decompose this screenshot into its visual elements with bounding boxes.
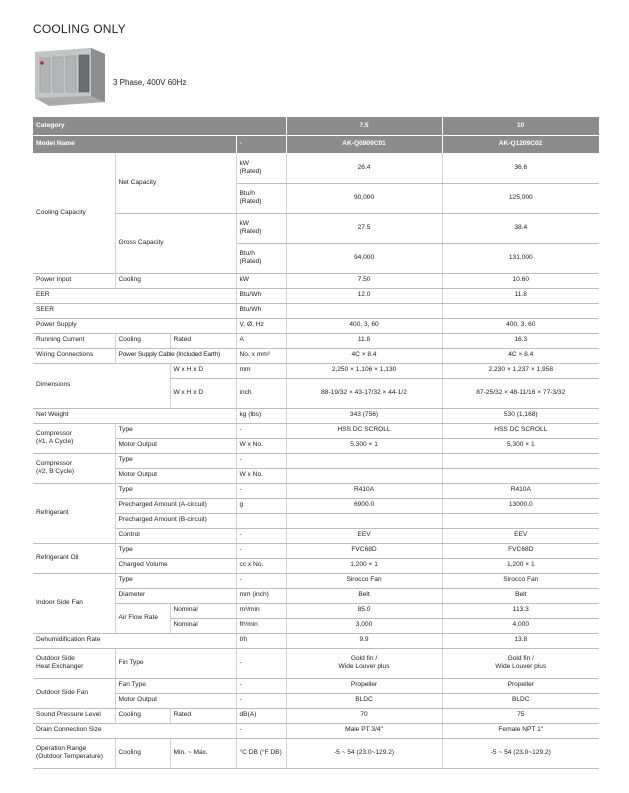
- unit-cell: inch: [236, 378, 286, 408]
- value-cell: 4,000: [442, 618, 599, 633]
- model-unit: -: [236, 135, 286, 153]
- sub-label: Min. ~ Max.: [170, 738, 236, 768]
- table-row: [33, 573, 599, 588]
- value-cell: 13000.0: [442, 498, 599, 513]
- value-cell: Gold fin / Wide Louver plus: [286, 648, 442, 678]
- value-cell: HSS DC SCROLL: [286, 423, 442, 438]
- row-label: Dehumidification Rate: [33, 633, 236, 648]
- value-cell: FVC68D: [442, 543, 599, 558]
- value-cell: 88-19/32 × 43-17/32 × 44-1/2: [286, 378, 442, 408]
- value-cell: [286, 468, 442, 483]
- sub-label: Diameter: [115, 588, 236, 603]
- value-cell: 87-25/32 × 48-11/16 × 77-3/32: [442, 378, 599, 408]
- value-cell: 13.8: [442, 633, 599, 648]
- model-2: AK-Q1209C02: [442, 135, 599, 153]
- table-row: [33, 273, 599, 288]
- value-cell: Gold fin / Wide Louver plus: [442, 648, 599, 678]
- value-cell: 400, 3, 60: [442, 318, 599, 333]
- unit-cell: No. x mm²: [236, 348, 286, 363]
- unit-cell: m³/min: [236, 603, 286, 618]
- unit-cell: °C DB (°F DB): [236, 738, 286, 768]
- unit-cell: V, Ø, Hz: [236, 318, 286, 333]
- sub-label: Cooling: [115, 333, 170, 348]
- sub-label: Type: [115, 483, 236, 498]
- value-cell: 26.4: [286, 153, 442, 183]
- table-row: [33, 738, 599, 768]
- sub-label: Type: [115, 453, 236, 468]
- unit-cell: -: [236, 648, 286, 678]
- value-cell: [442, 513, 599, 528]
- unit-cell: Btu/Wh: [236, 288, 286, 303]
- row-label: Outdoor Side Heat Exchanger: [33, 648, 115, 678]
- gross-capacity-label: Gross Capacity: [115, 213, 236, 273]
- value-cell: -5 ~ 54 (23.0~129.2): [286, 738, 442, 768]
- value-cell: [286, 303, 442, 318]
- sub-label: Type: [115, 423, 236, 438]
- value-cell: 4C × 8.4: [442, 348, 599, 363]
- value-cell: 36.6: [442, 153, 599, 183]
- value-cell: 131,000: [442, 243, 599, 273]
- value-cell: HSS DC SCROLL: [442, 423, 599, 438]
- unit-cell: ft³/min: [236, 618, 286, 633]
- unit-cell: -: [236, 423, 286, 438]
- table-row: [33, 438, 599, 453]
- unit-cell: W x No.: [236, 438, 286, 453]
- value-cell: 38.4: [442, 213, 599, 243]
- unit-cell: [236, 513, 286, 528]
- product-image: [33, 44, 107, 106]
- category-label: Category: [33, 117, 286, 135]
- row-label: Refrigerant: [33, 483, 115, 543]
- value-cell: 27.5: [286, 213, 442, 243]
- value-cell: 530 (1,168): [442, 408, 599, 423]
- value-cell: 10.60: [442, 273, 599, 288]
- value-cell: [442, 468, 599, 483]
- row-label: Sound Pressure Level: [33, 708, 115, 723]
- value-cell: FVC68D: [286, 543, 442, 558]
- row-label: Outdoor Side Fan: [33, 678, 115, 708]
- value-cell: 125,000: [442, 183, 599, 213]
- unit-cell: kg (lbs): [236, 408, 286, 423]
- sub-label: W x H x D: [170, 363, 236, 378]
- unit-cell: mm: [236, 363, 286, 378]
- value-cell: [442, 303, 599, 318]
- unit-cell: -: [236, 678, 286, 693]
- sub-label: Fan Type: [115, 678, 236, 693]
- value-cell: Male PT 3/4": [286, 723, 442, 738]
- value-cell: [286, 453, 442, 468]
- sub-label: Cooling: [115, 738, 170, 768]
- unit-cell: A: [236, 333, 286, 348]
- sub-label: Air Flow Rate: [115, 603, 170, 633]
- table-row: [33, 678, 599, 693]
- unit-cell: kW: [236, 273, 286, 288]
- value-cell: BLDC: [442, 693, 599, 708]
- sub-label: Nominal: [170, 603, 236, 618]
- unit-cell: -: [236, 483, 286, 498]
- value-cell: Propeller: [286, 678, 442, 693]
- sub-label: Cooling: [115, 708, 170, 723]
- value-cell: 94,000: [286, 243, 442, 273]
- unit-cell: cc x No.: [236, 558, 286, 573]
- unit-cell: Btu/Wh: [236, 303, 286, 318]
- table-row: [33, 543, 599, 558]
- sub-label: W x H x D: [170, 378, 236, 408]
- unit-cell: ℓ/h: [236, 633, 286, 648]
- table-row: [33, 693, 599, 708]
- sub-label: Type: [115, 573, 236, 588]
- value-cell: 2,250 × 1,106 × 1,130: [286, 363, 442, 378]
- table-row: [33, 528, 599, 543]
- table-row: [33, 408, 599, 423]
- unit-btu-rated: Btu/h (Rated): [236, 183, 286, 213]
- row-label: Drain Connection Size: [33, 723, 236, 738]
- value-cell: 4C × 8.4: [286, 348, 442, 363]
- table-row: [33, 483, 599, 498]
- header-row-model: [33, 135, 599, 153]
- value-cell: 6900.0: [286, 498, 442, 513]
- row-label: Wiring Connections: [33, 348, 115, 363]
- value-cell: Propeller: [442, 678, 599, 693]
- value-cell: 12.0: [286, 288, 442, 303]
- table-row: [33, 468, 599, 483]
- table-row: [33, 363, 599, 378]
- cooling-capacity-label: Cooling Capacity: [33, 153, 115, 273]
- capacity-7-5: 7.5: [286, 117, 442, 135]
- unit-kw-rated: kW (Rated): [236, 153, 286, 183]
- unit-btu-rated: Btu/h (Rated): [236, 243, 286, 273]
- value-cell: EEV: [286, 528, 442, 543]
- row-label: SEER: [33, 303, 236, 318]
- net-capacity-label: Net Capacity: [115, 153, 236, 213]
- row-label: EER: [33, 288, 236, 303]
- header-row-category: [33, 117, 599, 135]
- unit-cell: dB(A): [236, 708, 286, 723]
- sub-label: Fin Type: [115, 648, 236, 678]
- table-row: [33, 318, 599, 333]
- table-row: [33, 213, 599, 243]
- unit-cell: -: [236, 723, 286, 738]
- sub-label: Rated: [170, 333, 236, 348]
- row-label: Compressor (#1, A Cycle): [33, 423, 115, 453]
- row-label: Power Input: [33, 273, 115, 288]
- unit-cell: g: [236, 498, 286, 513]
- row-label: Power Supply: [33, 318, 236, 333]
- value-cell: R410A: [286, 483, 442, 498]
- sub-label: Charged Volume: [115, 558, 236, 573]
- value-cell: Belt: [442, 588, 599, 603]
- value-cell: Belt: [286, 588, 442, 603]
- sub-label: Precharged Amount (B-circuit): [115, 513, 236, 528]
- value-cell: [286, 513, 442, 528]
- table-row: [33, 333, 599, 348]
- unit-cell: W x No.: [236, 468, 286, 483]
- unit-cell: -: [236, 528, 286, 543]
- value-cell: Sirocco Fan: [286, 573, 442, 588]
- sub-label: Precharged Amount (A-circuit): [115, 498, 236, 513]
- sub-label: Motor Output: [115, 468, 236, 483]
- value-cell: 113.3: [442, 603, 599, 618]
- value-cell: 75: [442, 708, 599, 723]
- row-label: Compressor (#2, B Cycle): [33, 453, 115, 483]
- table-row: [33, 513, 599, 528]
- page-title: COOLING ONLY: [33, 22, 126, 36]
- row-label: Indoor Side Fan: [33, 573, 115, 633]
- sub-label: Motor Output: [115, 693, 236, 708]
- row-label: Net Weight: [33, 408, 236, 423]
- value-cell: 1,200 × 1: [286, 558, 442, 573]
- sub-label: Rated: [170, 708, 236, 723]
- unit-kw-rated: kW (Rated): [236, 213, 286, 243]
- table-row: [33, 588, 599, 603]
- value-cell: 1,200 × 1: [442, 558, 599, 573]
- unit-cell: -: [236, 543, 286, 558]
- value-cell: 5,300 × 1: [286, 438, 442, 453]
- table-row: [33, 153, 599, 183]
- sub-label: Type: [115, 543, 236, 558]
- value-cell: 85.0: [286, 603, 442, 618]
- value-cell: R410A: [442, 483, 599, 498]
- value-cell: 7.50: [286, 273, 442, 288]
- spec-table: [33, 117, 600, 769]
- table-row: [33, 498, 599, 513]
- table-row: [33, 648, 599, 678]
- table-row: [33, 558, 599, 573]
- table-row: [33, 453, 599, 468]
- unit-cell: mm (inch): [236, 588, 286, 603]
- sub-label: Nominal: [170, 618, 236, 633]
- capacity-10: 10: [442, 117, 599, 135]
- sub-label: Power Supply Cable (Included Earth): [115, 348, 236, 363]
- table-row: [33, 633, 599, 648]
- table-row: [33, 723, 599, 738]
- value-cell: 2,230 × 1,237 × 1,958: [442, 363, 599, 378]
- model-1: AK-Q0909C01: [286, 135, 442, 153]
- row-label: Refrigerant Oil: [33, 543, 115, 573]
- table-row: [33, 348, 599, 363]
- value-cell: 5,300 × 1: [442, 438, 599, 453]
- value-cell: EEV: [442, 528, 599, 543]
- row-label: Running Current: [33, 333, 115, 348]
- table-row: [33, 303, 599, 318]
- value-cell: -5 ~ 54 (23.0~129.2): [442, 738, 599, 768]
- value-cell: 11.8: [442, 288, 599, 303]
- value-cell: Female NPT 1": [442, 723, 599, 738]
- table-row: [33, 708, 599, 723]
- model-name-label: Model Name: [33, 135, 236, 153]
- sub-label: Motor Output: [115, 438, 236, 453]
- sub-label: Control: [115, 528, 236, 543]
- value-cell: 9.9: [286, 633, 442, 648]
- table-row: [33, 288, 599, 303]
- row-label: Operation Range (Outdoor Temperature): [33, 738, 115, 768]
- table-row: [33, 423, 599, 438]
- table-row: [33, 603, 599, 618]
- unit-cell: -: [236, 453, 286, 468]
- value-cell: 3,000: [286, 618, 442, 633]
- value-cell: 11.8: [286, 333, 442, 348]
- unit-cell: -: [236, 573, 286, 588]
- page-subtitle: 3 Phase, 400V 60Hz: [113, 78, 187, 87]
- value-cell: 70: [286, 708, 442, 723]
- row-label: Dimensions: [33, 363, 170, 408]
- value-cell: BLDC: [286, 693, 442, 708]
- value-cell: 16.3: [442, 333, 599, 348]
- value-cell: 343 (756): [286, 408, 442, 423]
- value-cell: [442, 453, 599, 468]
- value-cell: 90,000: [286, 183, 442, 213]
- value-cell: 400, 3, 60: [286, 318, 442, 333]
- unit-cell: -: [236, 693, 286, 708]
- sub-label: Cooling: [115, 273, 236, 288]
- value-cell: Sirocco Fan: [442, 573, 599, 588]
